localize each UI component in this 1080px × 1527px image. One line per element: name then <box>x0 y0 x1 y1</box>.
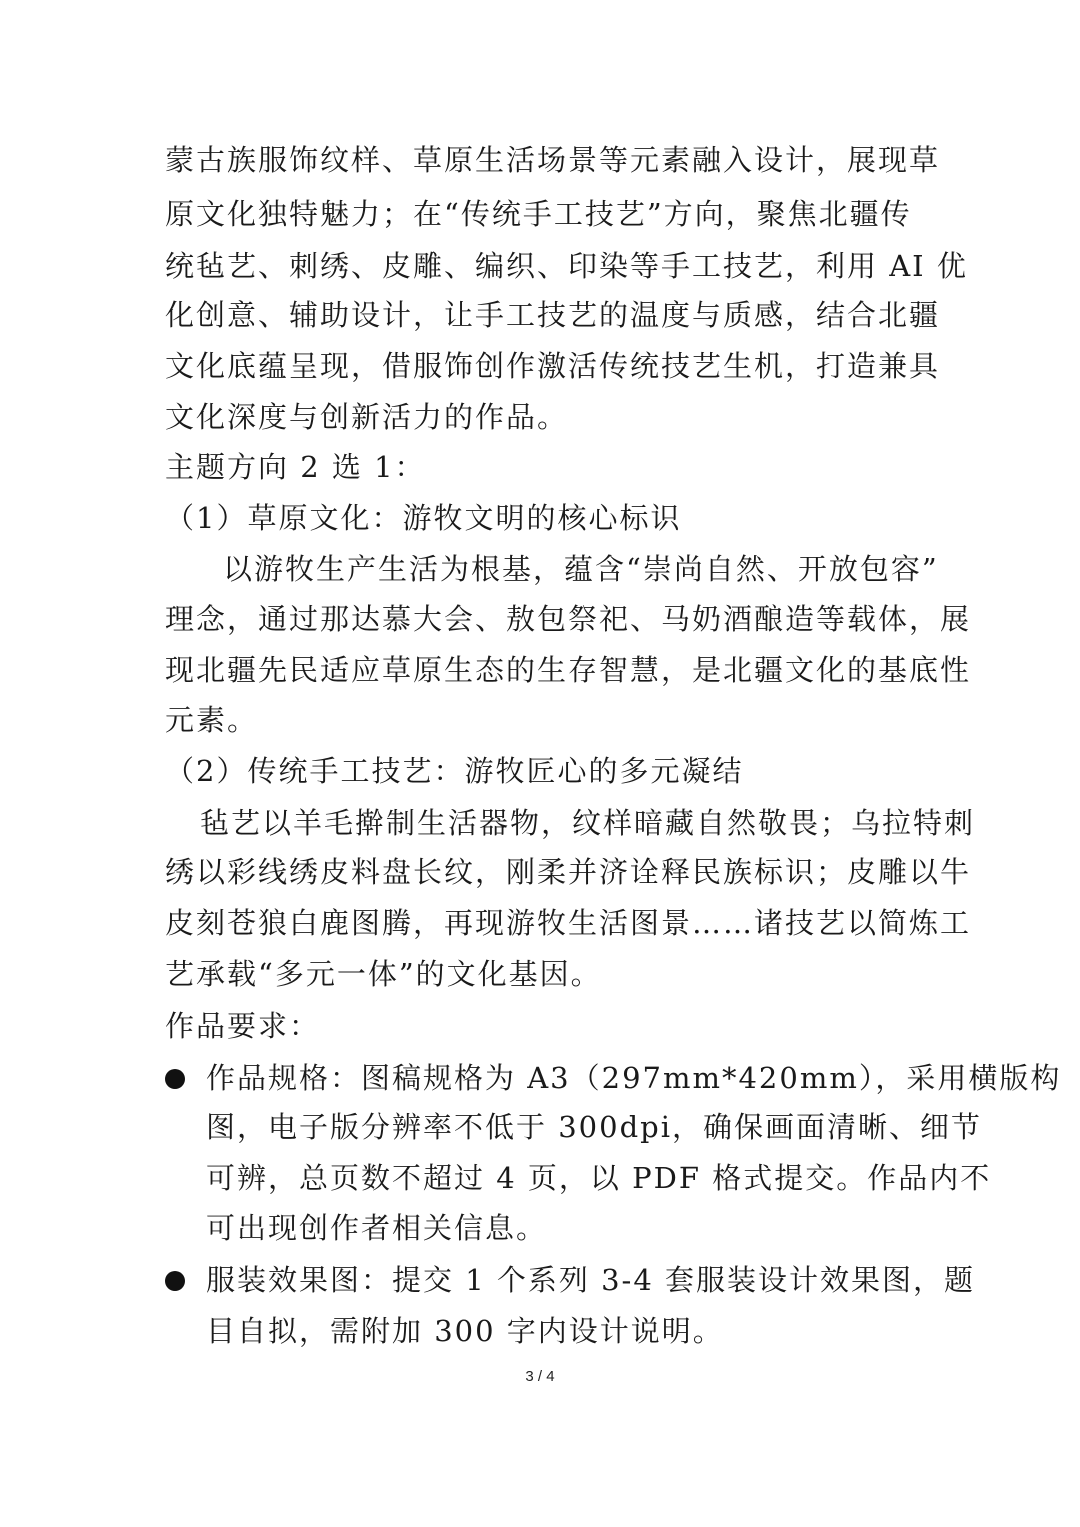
page-number: 3 / 4 <box>525 1368 555 1385</box>
theme2-line: 绣以彩线绣皮料盘长纹，刚柔并济诠释民族标识；皮雕以牛 <box>165 855 972 889</box>
theme1-line: 以游牧生产生活为根基，蕴含“崇尚自然、开放包容” <box>223 552 939 586</box>
theme1-line: 理念，通过那达慕大会、敖包祭祀、马奶酒酿造等载体，展 <box>165 602 972 636</box>
theme1-line: 元素。 <box>165 703 259 737</box>
intro-line: 文化底蕴呈现，借服饰创作激活传统技艺生机，打造兼具 <box>165 349 941 383</box>
intro-line: 蒙古族服饰纹样、草原生活场景等元素融入设计，展现草 <box>165 143 941 177</box>
theme2-line: 艺承载“多元一体”的文化基因。 <box>165 957 602 991</box>
bullet1-line: 作品规格：图稿规格为 A3（297mm*420mm），采用横版构 <box>206 1061 1062 1095</box>
intro-line: 文化深度与创新活力的作品。 <box>165 400 569 434</box>
intro-line: 统毡艺、刺绣、皮雕、编织、印染等手工技艺，利用 AI 优 <box>165 249 968 283</box>
bullet1-line: 图，电子版分辨率不低于 300dpi，确保画面清晰、细节 <box>206 1110 982 1144</box>
bullet1-line: 可出现创作者相关信息。 <box>206 1211 548 1245</box>
bullet2-line: 服装效果图：提交 1 个系列 3-4 套服装设计效果图，题 <box>206 1263 976 1297</box>
bullet1-line: 可辨，总页数不超过 4 页，以 PDF 格式提交。作品内不 <box>206 1161 992 1195</box>
theme2-line: 皮刻苍狼白鹿图腾，再现游牧生活图景……诸技艺以简炼工 <box>165 906 972 940</box>
theme2-line: 毡艺以羊毛擀制生活器物，纹样暗藏自然敬畏；乌拉特刺 <box>200 806 976 840</box>
bullet-icon <box>165 1069 185 1089</box>
theme1-line: 现北疆先民适应草原生态的生存智慧，是北疆文化的基底性 <box>165 653 972 687</box>
intro-line: 化创意、辅助设计，让手工技艺的温度与质感，结合北疆 <box>165 298 941 332</box>
theme1-title: （1）草原文化：游牧文明的核心标识 <box>165 501 682 535</box>
theme-heading: 主题方向 2 选 1： <box>165 450 426 484</box>
bullet2-line: 目自拟，需附加 300 字内设计说明。 <box>206 1314 724 1348</box>
intro-line: 原文化独特魅力；在“传统手工技艺”方向，聚焦北疆传 <box>165 197 912 231</box>
requirements-heading: 作品要求： <box>165 1009 321 1043</box>
bullet-icon <box>165 1271 185 1291</box>
theme2-title: （2）传统手工技艺：游牧匠心的多元凝结 <box>165 754 744 788</box>
